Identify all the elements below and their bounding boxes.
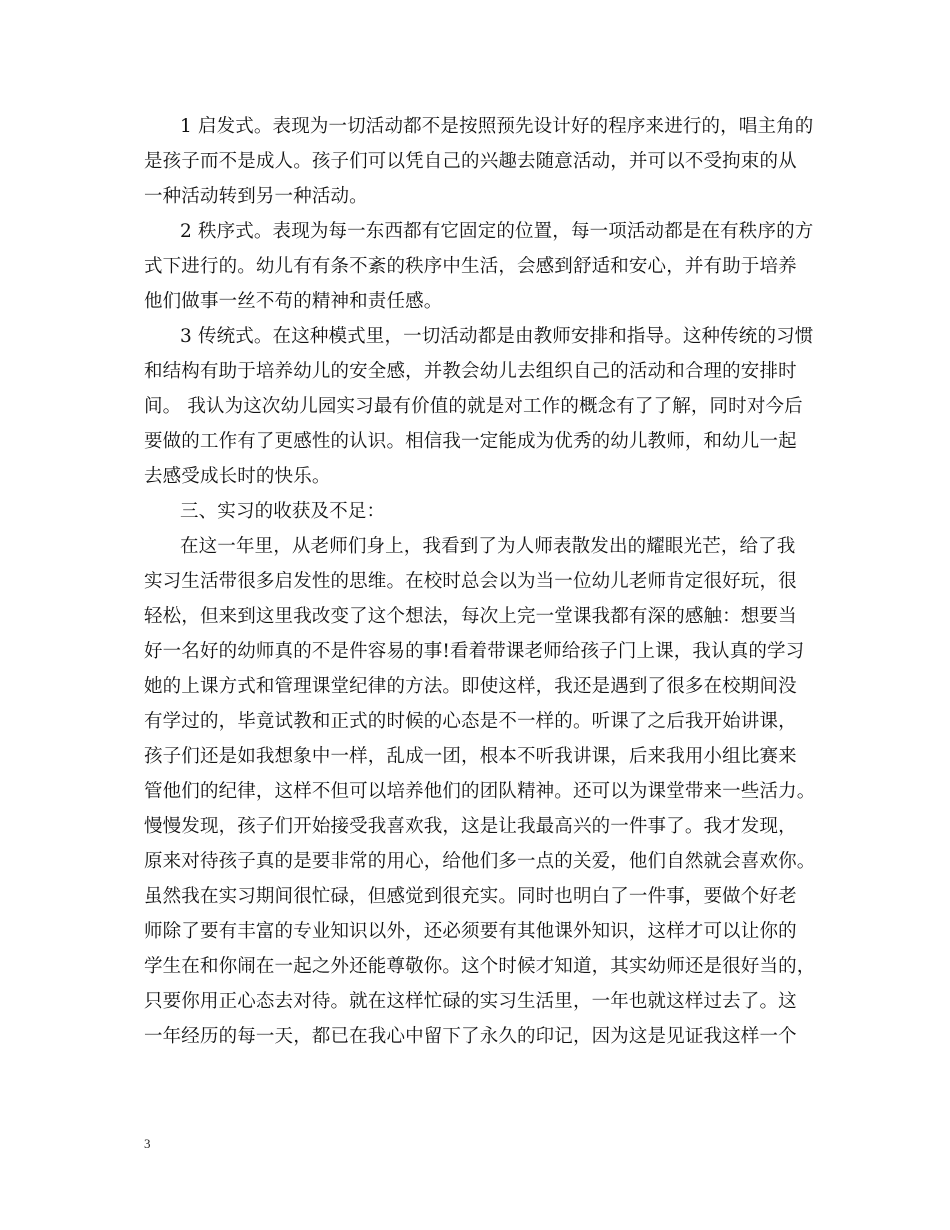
text-line: 师除了要有丰富的专业知识以外，还必须要有其他课外知识，这样才可以让你的 — [144, 921, 797, 942]
section-heading: 三、实习的收获及不足： — [180, 501, 386, 522]
text-line: 1 启发式。表现为一切活动都不是按照预先设计好的程序来进行的，唱主角的 — [180, 116, 814, 137]
text-line: 学生在和你闹在一起之外还能尊敬你。这个时候才知道，其实幼师还是很好当的， — [144, 956, 816, 977]
text-line: 间。 我认为这次幼儿园实习最有价值的就是对工作的概念有了了解，同时对今后 — [144, 396, 803, 417]
text-line: 孩子们还是如我想象中一样，乱成一团，根本不听我讲课，后来我用小组比赛来 — [144, 746, 797, 767]
text-line: 一年经历的每一天，都已在我心中留下了永久的印记，因为这是见证我这样一个 — [144, 1026, 797, 1047]
text-line: 原来对待孩子真的是要非常的用心，给他们多一点的关爱，他们自然就会喜欢你。 — [144, 851, 816, 872]
text-line: 轻松，但来到这里我改变了这个想法，每次上完一堂课我都有深的感触：想要当 — [144, 606, 797, 627]
text-line: 有学过的，毕竟试教和正式的时候的心态是不一样的。听课了之后我开始讲课， — [144, 711, 797, 732]
text-line: 去感受成长时的快乐。 — [144, 466, 331, 487]
text-line: 是孩子而不是成人。孩子们可以凭自己的兴趣去随意活动，并可以不受拘束的从 — [144, 151, 797, 172]
text-line: 3 传统式。在这种模式里，一切活动都是由教师安排和指导。这种传统的习惯 — [180, 326, 814, 347]
text-line: 实习生活带很多启发性的思维。在校时总会以为当一位幼儿老师肯定很好玩，很 — [144, 571, 797, 592]
text-line: 他们做事一丝不苟的精神和责任感。 — [144, 291, 443, 312]
text-line: 虽然我在实习期间很忙碌，但感觉到很充实。同时也明白了一件事，要做个好老 — [144, 886, 797, 907]
text-line: 只要你用正心态去对待。就在这样忙碌的实习生活里，一年也就这样过去了。这 — [144, 991, 797, 1012]
text-line: 好一名好的幼师真的不是件容易的事!看着带课老师给孩子门上课，我认真的学习 — [144, 641, 805, 662]
text-line: 她的上课方式和管理课堂纪律的方法。即使这样，我还是遇到了很多在校期间没 — [144, 676, 797, 697]
text-line: 慢慢发现，孩子们开始接受我喜欢我，这是让我最高兴的一件事了。我才发现， — [144, 816, 797, 837]
text-line: 管他们的纪律，这样不但可以培养他们的团队精神。还可以为课堂带来一些活力。 — [144, 781, 816, 802]
text-line: 和结构有助于培养幼儿的安全感，并教会幼儿去组织自己的活动和合理的安排时 — [144, 361, 797, 382]
text-line: 式下进行的。幼儿有有条不紊的秩序中生活，会感到舒适和安心，并有助于培养 — [144, 256, 797, 277]
text-line: 在这一年里，从老师们身上，我看到了为人师表散发出的耀眼光芒，给了我 — [180, 536, 796, 557]
text-line: 一种活动转到另一种活动。 — [144, 186, 368, 207]
page-number: 3 — [144, 1136, 151, 1151]
text-line: 2 秩序式。表现为每一东西都有它固定的位置，每一项活动都是在有秩序的方 — [180, 221, 814, 242]
text-line: 要做的工作有了更感性的认识。相信我一定能成为优秀的幼儿教师，和幼儿一起 — [144, 431, 797, 452]
